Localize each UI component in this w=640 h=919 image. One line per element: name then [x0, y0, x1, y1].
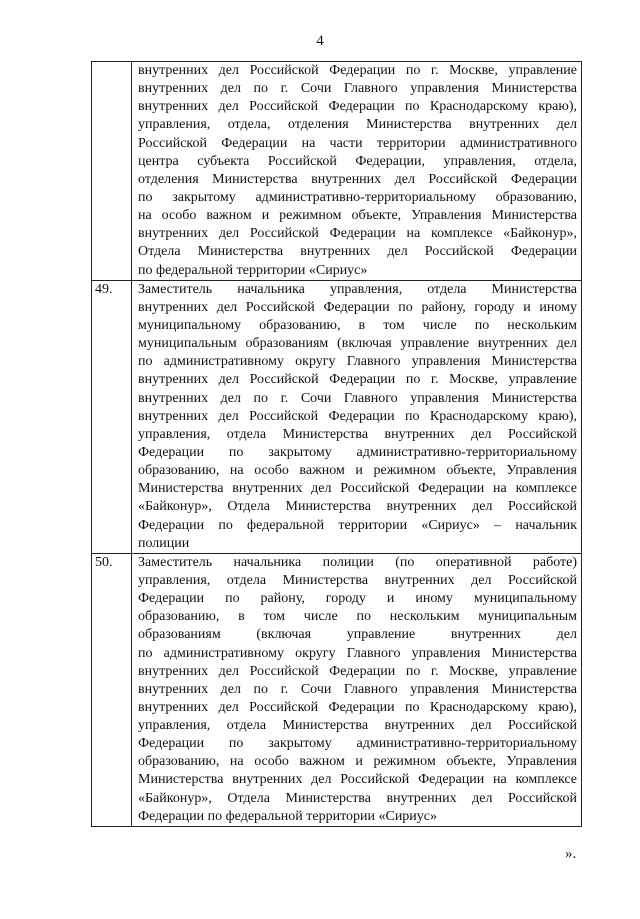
text-line: внутренних дел Российской Федерации по Краснодарскому краю), [138, 99, 577, 115]
row-text-cell [132, 280, 582, 553]
text-line: Министерства внутренних дел Российской Федерации на комплексе [138, 772, 577, 788]
text-line: внутренних дел по г. Сочи Главного управления Министерства [138, 390, 577, 406]
row-text-cell [132, 62, 582, 281]
text-line: по закрытому административно-территориальному образованию, [138, 189, 577, 205]
text-line: по административному округу Главного управления Министерства [138, 645, 577, 661]
text-line: образованиям (включая управление внутренних дел [138, 627, 577, 643]
text-line: внутренних дел Российской Федерации по г. Москве, управление [138, 372, 577, 388]
text-line: Федерации по федеральной территории «Сириус» – начальник [138, 517, 577, 533]
text-line: Федерации по закрытому административно-территориальному [138, 736, 577, 752]
row-number-cell [92, 62, 132, 281]
closing-quote-mark: ». [565, 846, 577, 862]
text-line: полиции [138, 535, 190, 551]
text-line: по федеральной территории «Сириус» [138, 262, 368, 278]
text-line: центра субъекта Российской Федерации, управления, отдела, [138, 153, 577, 169]
text-line: внутренних дел Российской Федерации на комплексе «Байконур», [138, 226, 577, 242]
text-line: «Байконур», Отдела Министерства внутренних дел Российской [138, 499, 577, 515]
text-line: управления, отдела Министерства внутренних дел Российской [138, 572, 577, 588]
row-number-cell: 50. [92, 553, 132, 826]
row-number-cell: 49. [92, 280, 132, 553]
text-line: «Байконур», Отдела Министерства внутренних дел Российской [138, 790, 577, 806]
text-line: внутренних дел Российской Федерации по Краснодарскому краю), [138, 699, 577, 715]
table-body [92, 62, 582, 827]
text-line: внутренних дел по г. Сочи Главного управления Министерства [138, 681, 577, 697]
text-line: образованию, на особо важном и режимном объекте, Управления [138, 463, 577, 479]
text-line: управления, отдела Министерства внутренних дел Российской [138, 718, 577, 734]
text-line: образованию, на особо важном и режимном объекте, Управления [138, 754, 577, 770]
text-line: Российской Федерации на части территории административного [138, 135, 577, 151]
table-row [92, 553, 582, 826]
table-row [92, 62, 582, 281]
text-line: муниципальным образованиям (включая управление внутренних дел [138, 336, 577, 352]
text-line: Федерации по федеральной территории «Сириус» [138, 808, 438, 824]
text-line: Федерации по району, городу и иному муниципальному [138, 591, 577, 607]
text-line: внутренних дел Российской Федерации по району, городу и иному [138, 299, 577, 315]
text-line: внутренних дел Российской Федерации по г. Москве, управление [138, 663, 577, 679]
text-line: муниципальному образованию, в том числе по нескольким [138, 317, 577, 333]
text-line: Заместитель начальника полиции (по оперативной работе) [138, 554, 577, 570]
text-line: управления, отдела Министерства внутренних дел Российской [138, 426, 577, 442]
row-text-cell [132, 553, 582, 826]
text-line: Министерства внутренних дел Российской Федерации на комплексе [138, 481, 577, 497]
text-line: внутренних дел Российской Федерации по Краснодарскому краю), [138, 408, 577, 424]
text-line: внутренних дел по г. Сочи Главного управления Министерства [138, 81, 577, 97]
text-line: Федерации по закрытому административно-территориальному [138, 444, 577, 460]
text-line: на особо важном и режимном объекте, Управления Министерства [138, 208, 577, 224]
text-line: отделения Министерства внутренних дел Российской Федерации [138, 171, 577, 187]
text-line: образованию, в том числе по нескольким муниципальным [138, 609, 577, 625]
document-table [91, 61, 582, 827]
text-line: по административному округу Главного управления Министерства [138, 354, 577, 370]
text-line: управления, отдела, отделения Министерства внутренних дел [138, 117, 577, 133]
table-row [92, 280, 582, 553]
text-line: внутренних дел Российской Федерации по г. Москве, управление [138, 63, 577, 78]
text-line: Заместитель начальника управления, отдела Министерства [138, 281, 577, 297]
text-line: Отдела Министерства внутренних дел Российской Федерации [138, 244, 577, 260]
page-number: 4 [316, 33, 324, 49]
